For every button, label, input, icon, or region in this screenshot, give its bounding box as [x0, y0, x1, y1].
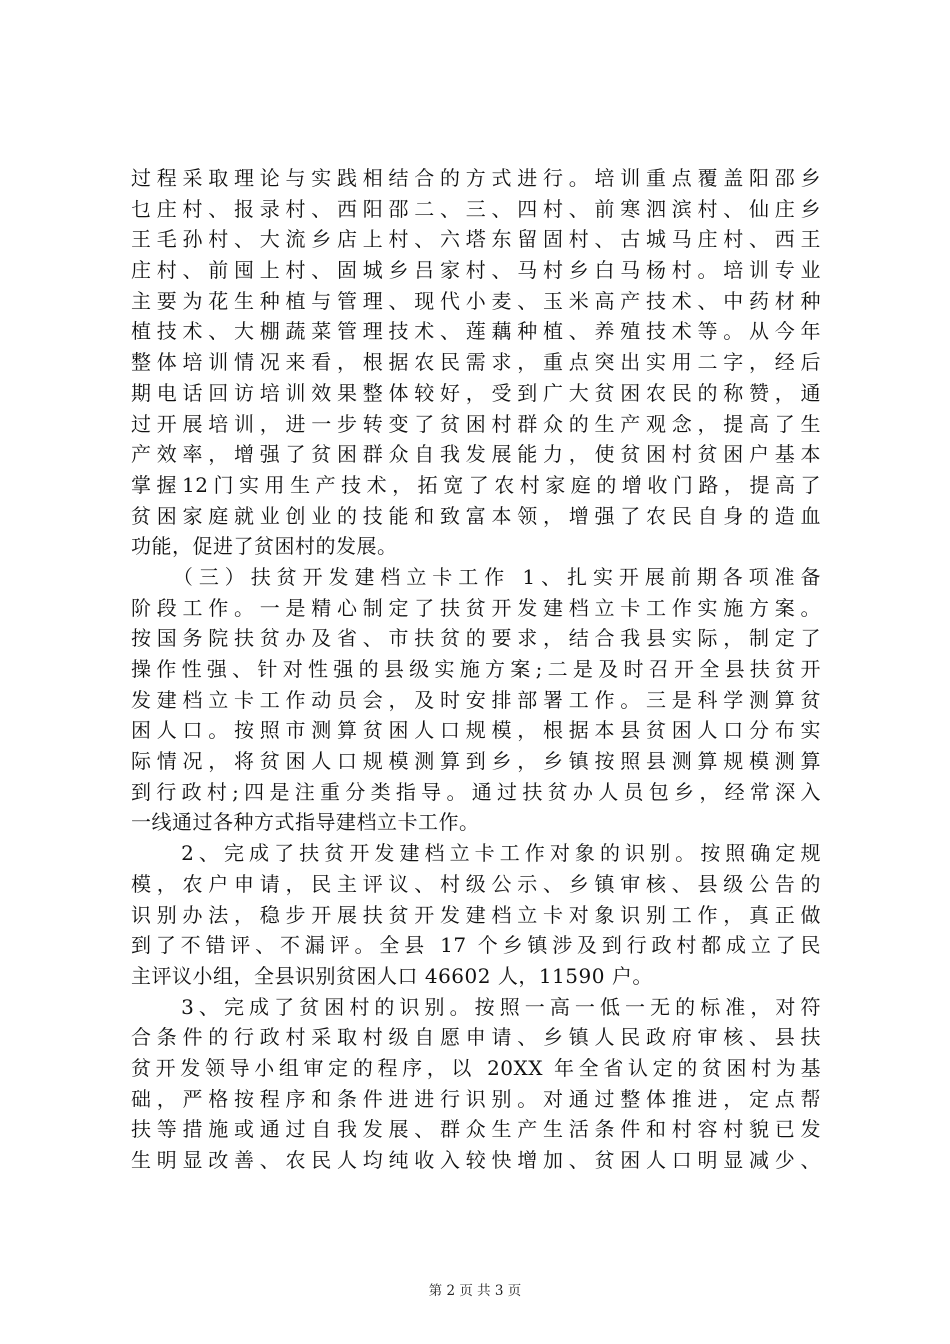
text-line: 阶段工作。一是精心制定了扶贫开发建档立卡工作实施方案。 [131, 595, 821, 620]
text-line: 期电话回访培训效果整体较好，受到广大贫困农民的称赞，通 [131, 380, 821, 405]
text-line: 植技术、大棚蔬菜管理技术、莲藕种植、养殖技术等。从今年 [131, 319, 821, 344]
text-line: 掌握12门实用生产技术，拓宽了农村家庭的增收门路，提高了 [131, 472, 821, 497]
text-line: 一线通过各种方式指导建档立卡工作。 [131, 810, 480, 835]
text-line: 按国务院扶贫办及省、市扶贫的要求，结合我县实际，制定了 [131, 626, 821, 651]
text-line: 3、完成了贫困村的识别。按照一高一低一无的标准，对符 [131, 994, 821, 1019]
text-line: 功能，促进了贫困村的发展。 [131, 534, 398, 559]
text-line: （三）扶贫开发建档立卡工作 1、扎实开展前期各项准备 [131, 564, 821, 589]
text-line: 王毛孙村、大流乡店上村、六塔东留固村、古城马庄村、西王 [131, 227, 821, 252]
text-line: 主要为花生种植与管理、现代小麦、玉米高产技术、中药材种 [131, 288, 821, 313]
text-line: 础，严格按程序和条件进进行识别。对通过整体推进，定点帮 [131, 1086, 821, 1111]
text-line: 庄村、前囤上村、固城乡吕家村、马村乡白马杨村。培训专业 [131, 258, 821, 283]
text-line: 模，农户申请，民主评议、村级公示、乡镇审核、县级公告的 [131, 871, 821, 896]
page-footer [0, 1282, 950, 1300]
text-line: 扶等措施或通过自我发展、群众生产生活条件和村容村貌已发 [131, 1117, 821, 1142]
text-line: 操作性强、针对性强的县级实施方案;二是及时召开全县扶贫开 [131, 657, 821, 681]
text-line: 到了不错评、不漏评。全县 17 个乡镇涉及到行政村都成立了民 [131, 933, 821, 958]
text-line: 识别办法，稳步开展扶贫开发建档立卡对象识别工作，真正做 [131, 902, 821, 927]
text-line: 乜庄村、报录村、西阳邵二、三、四村、前寒泗滨村、仙庄乡 [131, 196, 821, 221]
body-text [131, 163, 821, 1176]
text-line: 到行政村;四是注重分类指导。通过扶贫办人员包乡，经常深入 [131, 779, 821, 804]
text-line: 2、完成了扶贫开发建档立卡工作对象的识别。按照确定规 [131, 841, 821, 866]
text-line: 产效率，增强了贫困群众自我发展能力，使贫困村贫困户基本 [131, 442, 821, 467]
text-line: 际情况，将贫困人口规模测算到乡，乡镇按照县测算规模测算 [131, 749, 821, 774]
text-line: 合条件的行政村采取村级自愿申请、乡镇人民政府审核、县扶 [131, 1025, 821, 1050]
text-line: 贫困家庭就业创业的技能和致富本领，增强了农民自身的造血 [131, 503, 821, 528]
text-line: 过程采取理论与实践相结合的方式进行。培训重点覆盖阳邵乡 [131, 166, 821, 190]
text-line: 生明显改善、农民人均纯收入较快增加、贫困人口明显减少、 [131, 1148, 821, 1172]
text-line: 过开展培训，进一步转变了贫困村群众的生产观念，提高了生 [131, 411, 821, 436]
text-line: 困人口。按照市测算贫困人口规模，根据本县贫困人口分布实 [131, 718, 821, 743]
text-line: 发建档立卡工作动员会，及时安排部署工作。三是科学测算贫 [131, 687, 821, 712]
page-number: 第 2 页 共 3 页 [428, 1283, 522, 1299]
text-line: 贫开发领导小组审定的程序，以 20XX 年全省认定的贫困村为基 [131, 1055, 821, 1080]
text-line: 主评议小组，全县识别贫困人口 46602 人，11590 户。 [131, 963, 653, 988]
text-line: 整体培训情况来看，根据农民需求，重点突出实用二字，经后 [131, 350, 821, 375]
